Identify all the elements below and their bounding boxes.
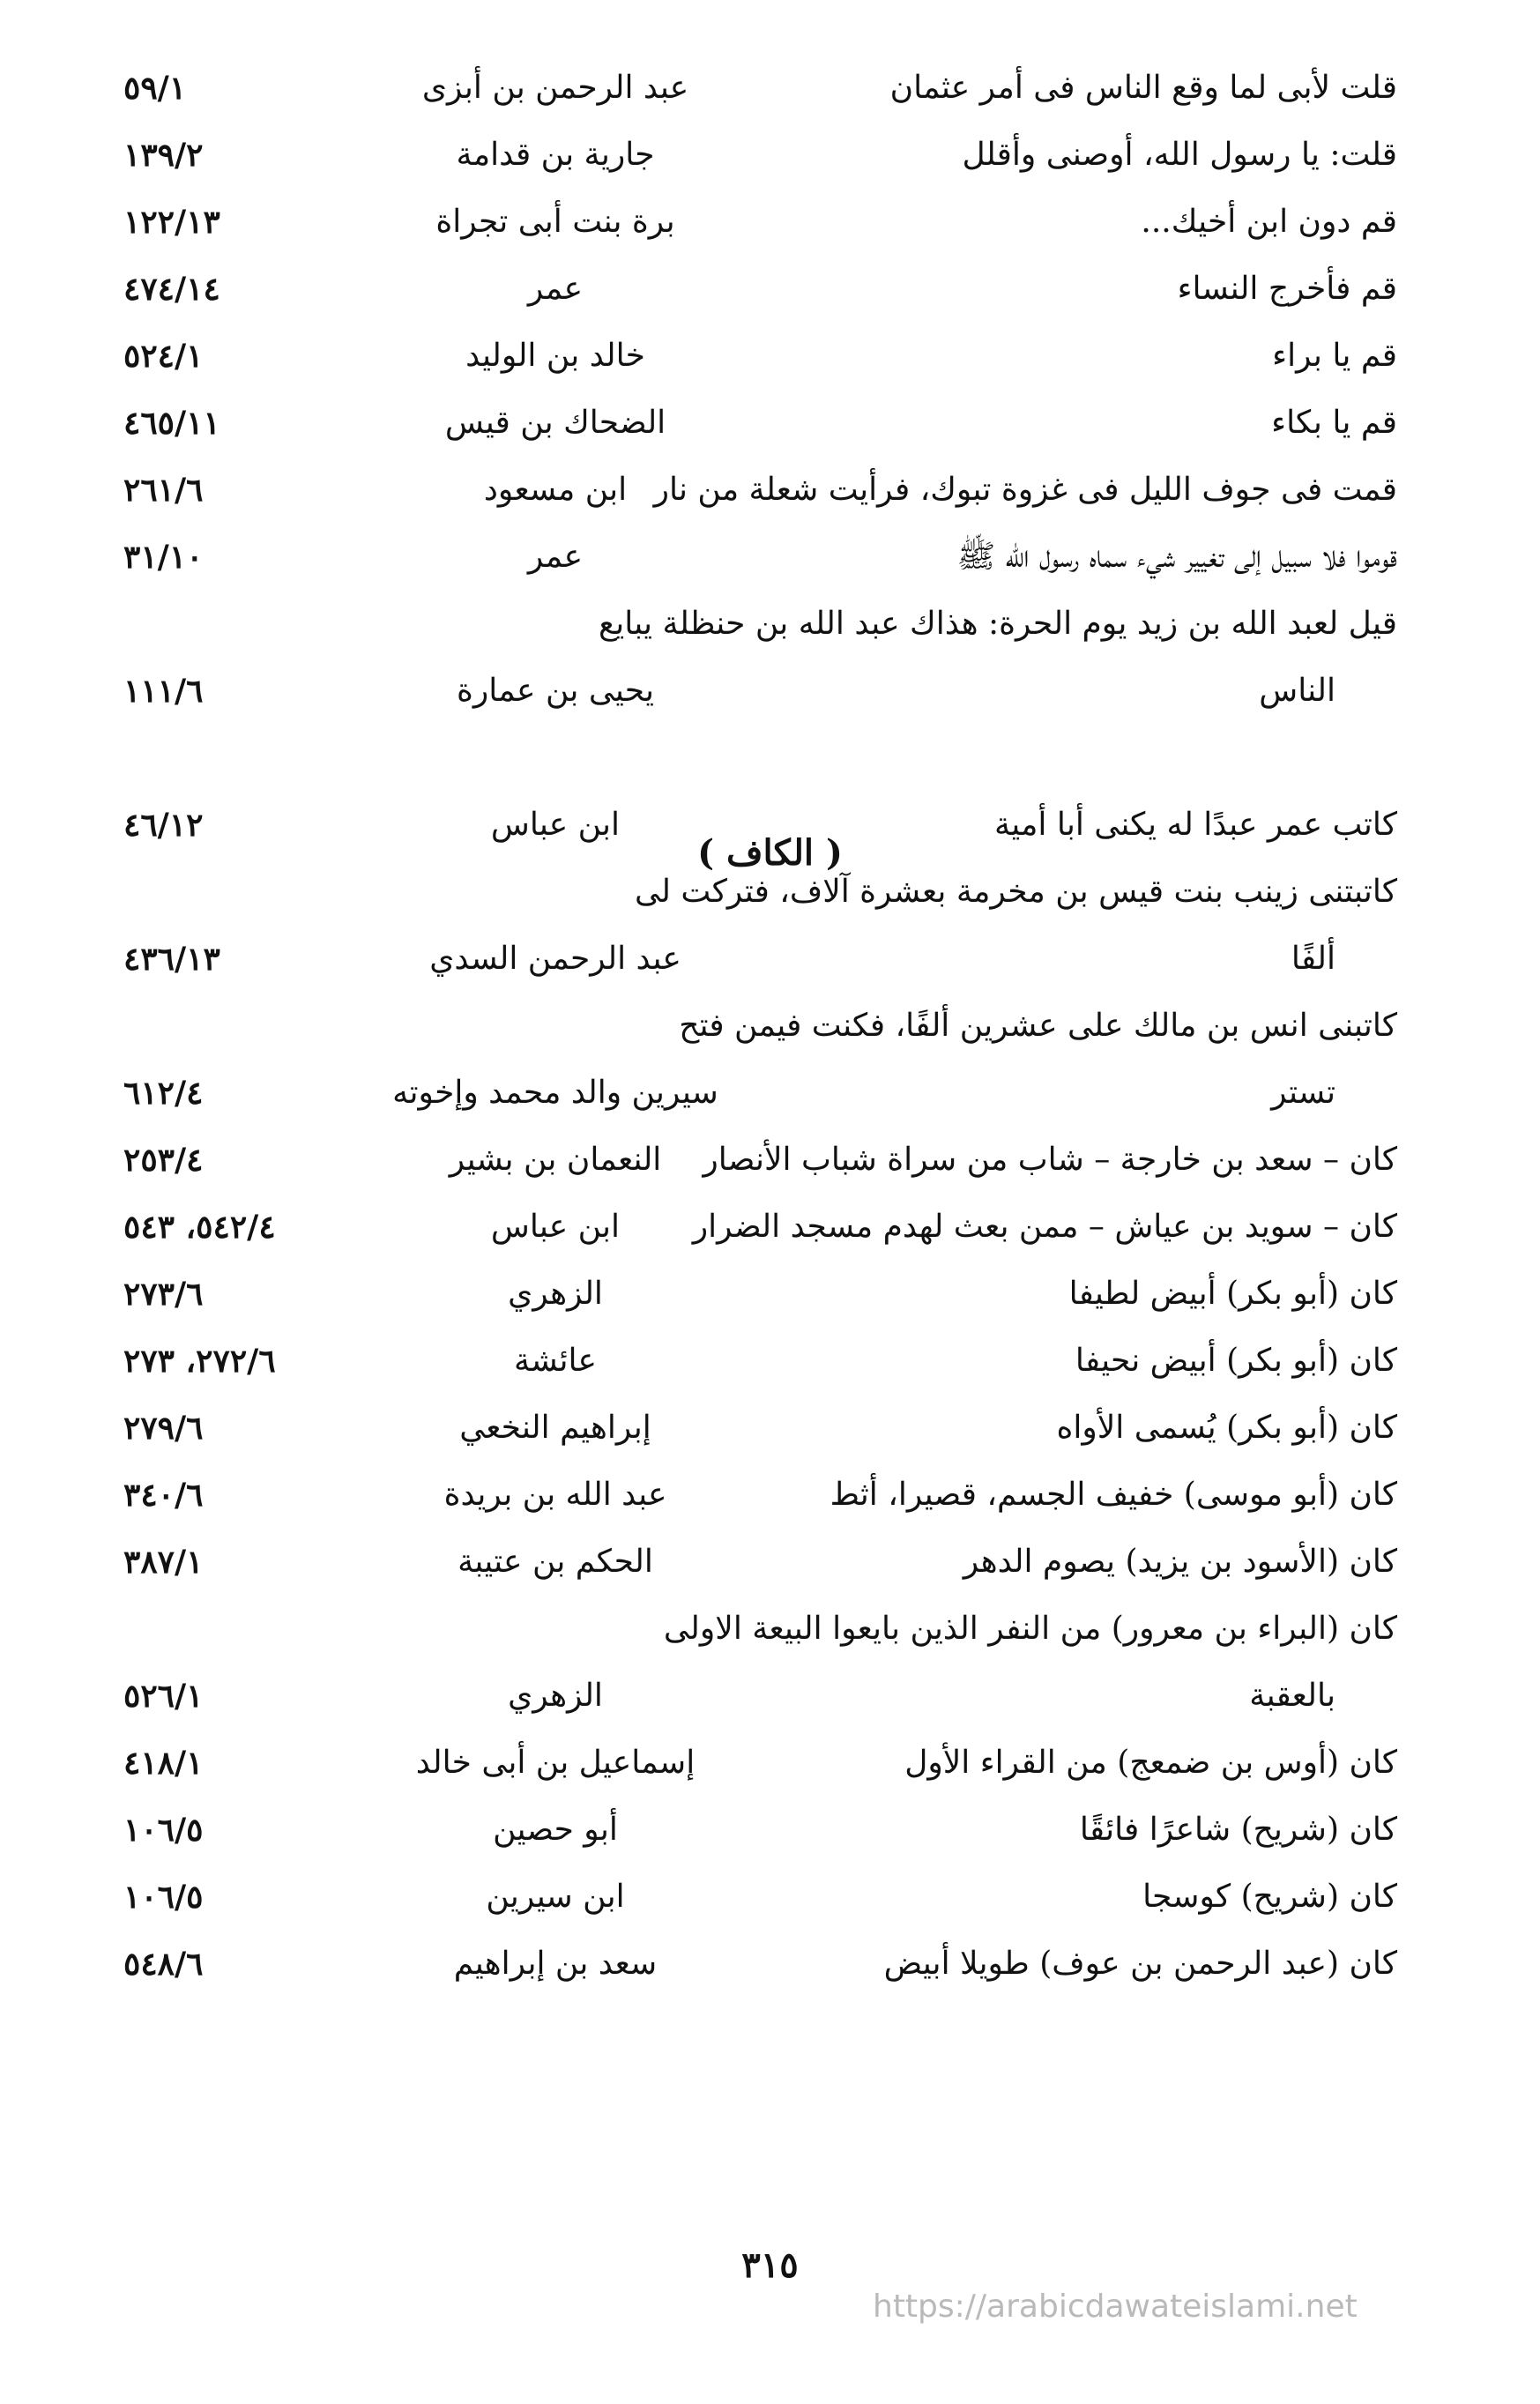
index-entry	[0, 1864, 1540, 1931]
index-entry	[0, 524, 1540, 591]
index-entry	[0, 1596, 1540, 1663]
entry-reference: ٣٤٠/٦	[123, 1477, 204, 1514]
entry-phrase: كان (الأسود بن يزيد) يصوم الدهر	[963, 1544, 1397, 1580]
entry-phrase: قيل لعبد الله بن زيد يوم الحرة: هذاك عبد الله بن حنظلة يبايع	[599, 606, 1397, 642]
entry-reference: ٢٧٣/٦	[123, 1276, 204, 1313]
entry-narrator: ابن عباس	[490, 807, 621, 843]
entry-narrator: إبراهيم النخعي	[459, 1410, 651, 1446]
index-entry	[0, 1060, 1540, 1127]
entry-reference: ١٠٦/٥	[123, 1812, 204, 1849]
entry-narrator: إسماعيل بن أبى خالد	[415, 1745, 696, 1781]
entry-reference: ٣٨٧/١	[123, 1544, 204, 1581]
entry-reference: ٤٦/١٢	[123, 807, 204, 844]
entry-phrase: قم يا بكاء	[1271, 405, 1397, 441]
entry-narrator: عبد الرحمن السدي	[429, 941, 681, 977]
entry-narrator: الحكم بن عتيبة	[458, 1544, 653, 1580]
index-entry	[0, 1797, 1540, 1864]
entry-reference: ١٠٦/٥	[123, 1879, 204, 1916]
entry-phrase: قم دون ابن أخيك...	[1141, 204, 1397, 240]
index-entry	[0, 926, 1540, 993]
entry-reference: ٦١٢/٤	[123, 1075, 204, 1112]
entry-narrator: برة بنت أبى تجراة	[435, 204, 675, 240]
entry-reference: ٥٤٢/٤، ٥٤٣	[123, 1209, 276, 1246]
entry-phrase: ألفًا	[1291, 941, 1335, 977]
entry-reference: ١١١/٦	[123, 673, 204, 710]
entry-phrase: كان (البراء بن معرور) من النفر الذين بايعوا البيعة الاولى	[663, 1611, 1397, 1647]
entry-phrase: قلت لأبى لما وقع الناس فى أمر عثمان	[889, 70, 1397, 106]
index-entry	[0, 1261, 1540, 1328]
index-entry	[0, 1462, 1540, 1529]
entry-phrase: كان (أوس بن ضمعج) من القراء الأول	[904, 1745, 1397, 1781]
index-entry	[0, 55, 1540, 122]
entry-reference: ٣١/١٠	[123, 539, 204, 576]
entry-phrase: قم يا براء	[1272, 338, 1397, 374]
entry-phrase: كان – سويد بن عياش – ممن بعث لهدم مسجد الضرار	[692, 1209, 1397, 1245]
entry-phrase: كان (عبد الرحمن بن عوف) طويلا أبيض	[883, 1946, 1397, 1982]
entry-phrase: بالعقبة	[1249, 1678, 1335, 1714]
entry-reference: ٥٢٤/١	[123, 338, 204, 375]
index-entry	[0, 1395, 1540, 1462]
entry-phrase: كان (شريح) شاعرًا فائقًا	[1079, 1812, 1397, 1848]
index-entry	[0, 189, 1540, 256]
entry-phrase: كان (شريح) كوسجا	[1142, 1879, 1397, 1915]
entry-reference: ٢٧٢/٦، ٢٧٣	[123, 1343, 276, 1380]
entry-narrator: عمر	[527, 539, 584, 575]
index-entry	[0, 1663, 1540, 1730]
entry-reference: ٤٣٦/١٣	[123, 941, 220, 978]
entry-narrator: الضحاك بن قيس	[444, 405, 666, 441]
page-number: ٣١٥	[741, 2244, 799, 2286]
entry-narrator: يحيى بن عمارة	[457, 673, 654, 709]
entry-narrator: عائشة	[514, 1343, 597, 1379]
entry-phrase: قلت: يا رسول الله، أوصنى وأقلل	[962, 137, 1397, 173]
entry-narrator: أبو حصين	[493, 1812, 618, 1848]
index-entry	[0, 1931, 1540, 1998]
index-entry	[0, 591, 1540, 658]
entry-phrase: قوموا فلا سبيل إلى تغيير شيء سماه رسول الله ﷺ	[956, 539, 1397, 575]
entry-phrase: كاتب عمر عبدًا له يكنى أبا أمية	[993, 807, 1397, 843]
index-entry	[0, 993, 1540, 1060]
entry-phrase: كاتبتنى زينب بنت قيس بن مخرمة بعشرة آلاف، فتركت لى	[634, 874, 1397, 910]
entry-narrator: الزهري	[508, 1678, 603, 1714]
index-entry	[0, 390, 1540, 457]
index-entry	[0, 323, 1540, 390]
entry-phrase: تستر	[1271, 1075, 1335, 1111]
entry-phrase: قم فأخرج النساء	[1177, 271, 1397, 307]
entry-narrator: جارية بن قدامة	[456, 137, 655, 173]
entry-reference: ١٢٢/١٣	[123, 204, 220, 241]
entry-reference: ٢٦١/٦	[123, 472, 204, 509]
entry-reference: ٢٥٣/٤	[123, 1142, 204, 1179]
entry-phrase: كان (أبو بكر) أبيض نحيفا	[1075, 1343, 1397, 1379]
index-entry	[0, 1328, 1540, 1395]
entry-reference: ١٣٩/٢	[123, 137, 204, 174]
watermark-url: https://arabicdawateislami.net	[873, 2289, 1358, 2325]
entry-reference: ٥٩/١	[123, 70, 187, 107]
entry-phrase: كان (أبو بكر) أبيض لطيفا	[1068, 1276, 1397, 1312]
index-entry	[0, 658, 1540, 725]
entry-phrase: قمت فى جوف الليل فى غزوة تبوك، فرأيت شعلة من نار	[653, 472, 1397, 508]
entry-narrator: سعد بن إبراهيم	[453, 1946, 658, 1982]
entry-phrase: كان (أبو موسى) خفيف الجسم، قصيرا، أثط	[830, 1477, 1397, 1513]
index-entry	[0, 1529, 1540, 1596]
entry-narrator: النعمان بن بشير	[449, 1142, 662, 1178]
entry-narrator: ابن مسعود	[483, 472, 628, 508]
entry-narrator: خالد بن الوليد	[465, 338, 645, 374]
entry-narrator: عبد الله بن بريدة	[443, 1477, 667, 1513]
index-entry	[0, 457, 1540, 524]
entry-phrase: كان – سعد بن خارجة – شاب من سراة شباب الأنصار	[703, 1142, 1397, 1178]
entry-narrator: عمر	[527, 271, 584, 307]
index-entry	[0, 1194, 1540, 1261]
entry-narrator: ابن عباس	[490, 1209, 621, 1245]
entry-phrase: كان (أبو بكر) يُسمى الأواه	[1056, 1410, 1397, 1446]
section-heading: ( الكاف )	[697, 832, 843, 874]
index-entry	[0, 1127, 1540, 1194]
entry-narrator: ابن سيرين	[486, 1879, 625, 1915]
entry-phrase: كاتبنى انس بن مالك على عشرين ألفًا، فكنت فيمن فتح	[679, 1008, 1397, 1044]
entry-reference: ٤١٨/١	[123, 1745, 204, 1782]
entry-narrator: سيرين والد محمد وإخوته	[392, 1075, 718, 1111]
entry-reference: ٢٧٩/٦	[123, 1410, 204, 1447]
entry-reference: ٥٢٦/١	[123, 1678, 204, 1715]
entry-phrase: الناس	[1259, 673, 1335, 709]
entry-reference: ٤٧٤/١٤	[123, 271, 220, 308]
entry-reference: ٤٦٥/١١	[123, 405, 220, 442]
entry-reference: ٥٤٨/٦	[123, 1946, 204, 1983]
index-entry	[0, 256, 1540, 323]
index-entry	[0, 1730, 1540, 1797]
entry-narrator: عبد الرحمن بن أبزى	[421, 70, 689, 106]
entry-narrator: الزهري	[508, 1276, 603, 1312]
index-entry	[0, 122, 1540, 189]
